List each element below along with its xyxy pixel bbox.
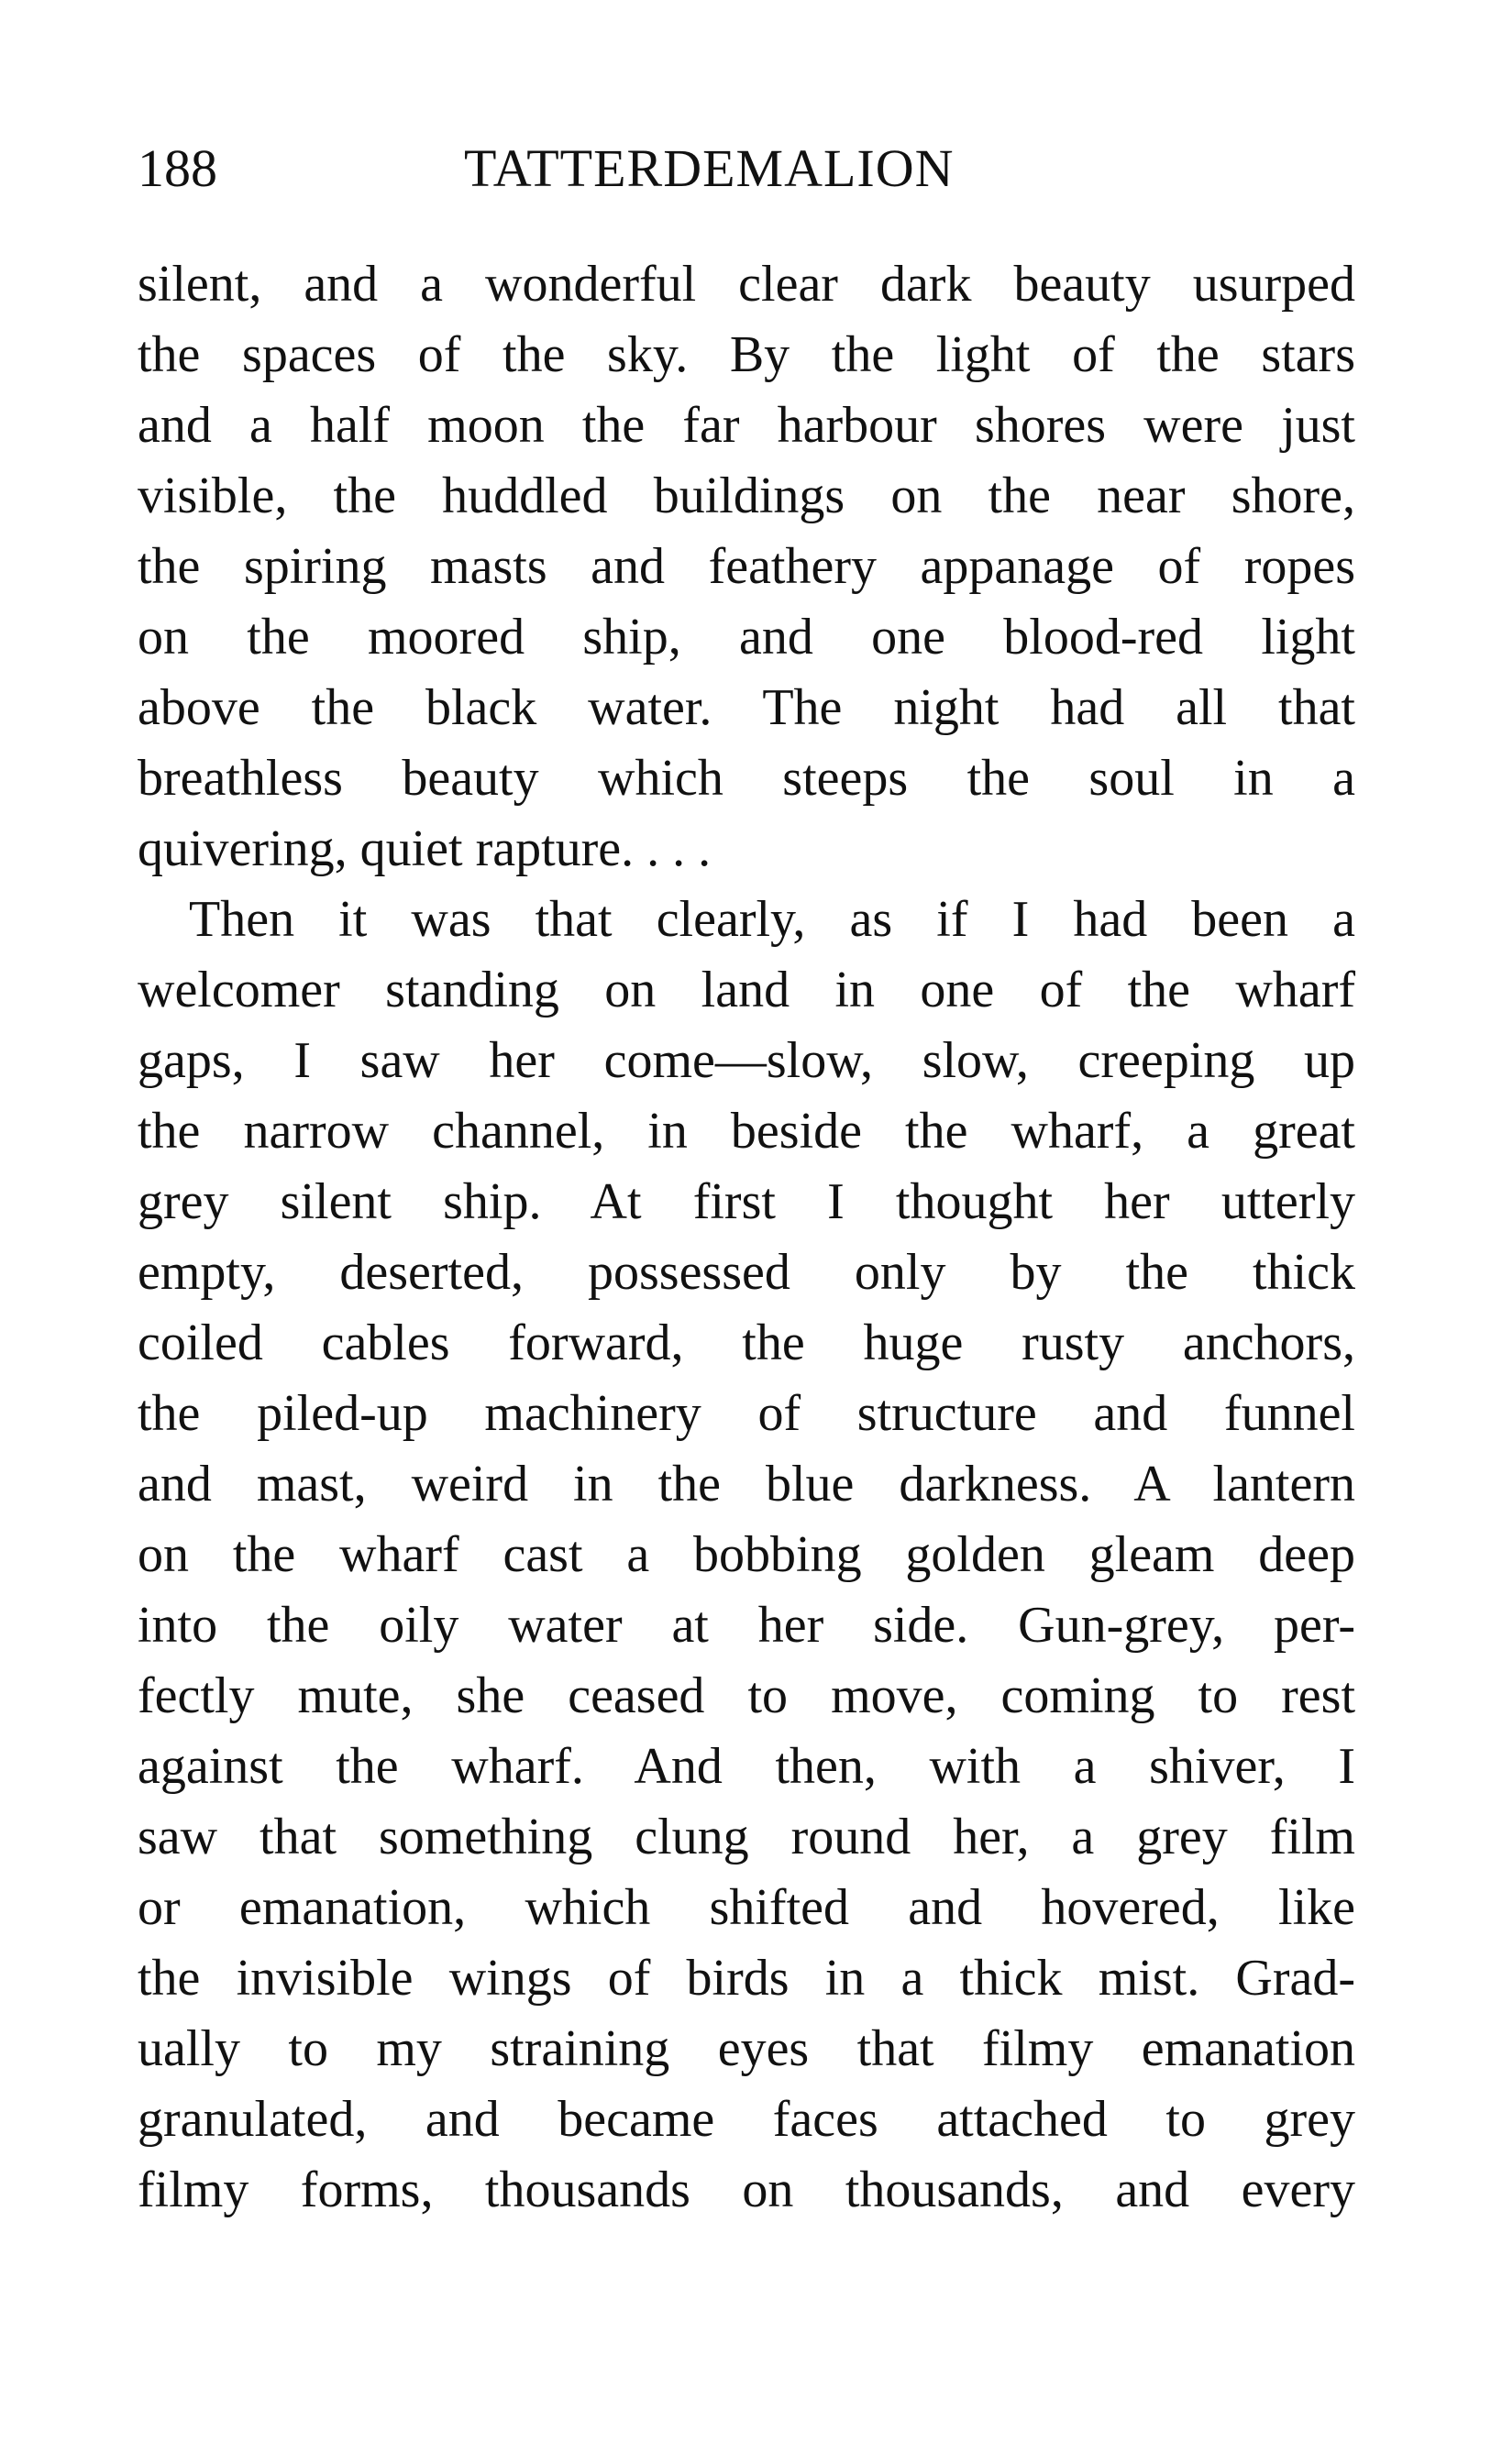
text-line: and mast, weird in the blue darkness. A lantern (138, 1456, 1355, 1512)
text-line: welcomer standing on land in one of the wharf (138, 962, 1355, 1018)
text-line: saw that something clung round her, a grey film (138, 1809, 1355, 1865)
text-line: granulated, and became faces attached to grey (138, 2091, 1355, 2148)
text-line: breathless beauty which steeps the soul in a (138, 750, 1355, 807)
text-line: against the wharf. And then, with a shiver, I (138, 1738, 1355, 1795)
text-line: the invisible wings of birds in a thick mist. Grad- (138, 1950, 1355, 2007)
text-line: Then it was that clearly, as if I had been a (189, 891, 1355, 948)
text-line: or emanation, which shifted and hovered, like (138, 1879, 1355, 1936)
text-line: on the moored ship, and one blood-red light (138, 609, 1355, 666)
text-line: above the black water. The night had all that (138, 679, 1355, 736)
paragraph-2 (138, 885, 1355, 2226)
text-line: filmy forms, thousands on thousands, and every (138, 2162, 1355, 2218)
text-line: the spaces of the sky. By the light of the stars (138, 326, 1355, 383)
text-line: empty, deserted, possessed only by the thick (138, 1244, 1355, 1301)
text-line: fectly mute, she ceased to move, coming to rest (138, 1667, 1355, 1724)
text-line: quivering, quiet rapture. . . . (138, 820, 712, 877)
text-line: into the oily water at her side. Gun-grey, per- (138, 1597, 1355, 1654)
body-text (138, 249, 1355, 2226)
running-title: TATTERDEMALION (464, 138, 955, 198)
text-line: grey silent ship. At first I thought her utterly (138, 1173, 1355, 1230)
page-number: 188 (138, 138, 217, 198)
text-line: on the wharf cast a bobbing golden gleam deep (138, 1526, 1355, 1583)
paragraph-1 (138, 249, 1355, 885)
text-line: visible, the huddled buildings on the near shore, (138, 468, 1355, 524)
text-line: the narrow channel, in beside the wharf, a great (138, 1103, 1355, 1160)
page-header (138, 136, 1355, 202)
text-line: coiled cables forward, the huge rusty anchors, (138, 1314, 1355, 1371)
text-line: the piled-up machinery of structure and funnel (138, 1385, 1355, 1442)
text-line: the spiring masts and feathery appanage of ropes (138, 538, 1355, 595)
text-line: ually to my straining eyes that filmy emanation (138, 2020, 1355, 2077)
text-line: and a half moon the far harbour shores were just (138, 397, 1355, 454)
text-line: gaps, I saw her come—slow, slow, creeping up (138, 1032, 1355, 1089)
text-line: silent, and a wonderful clear dark beauty usurped (138, 256, 1355, 313)
